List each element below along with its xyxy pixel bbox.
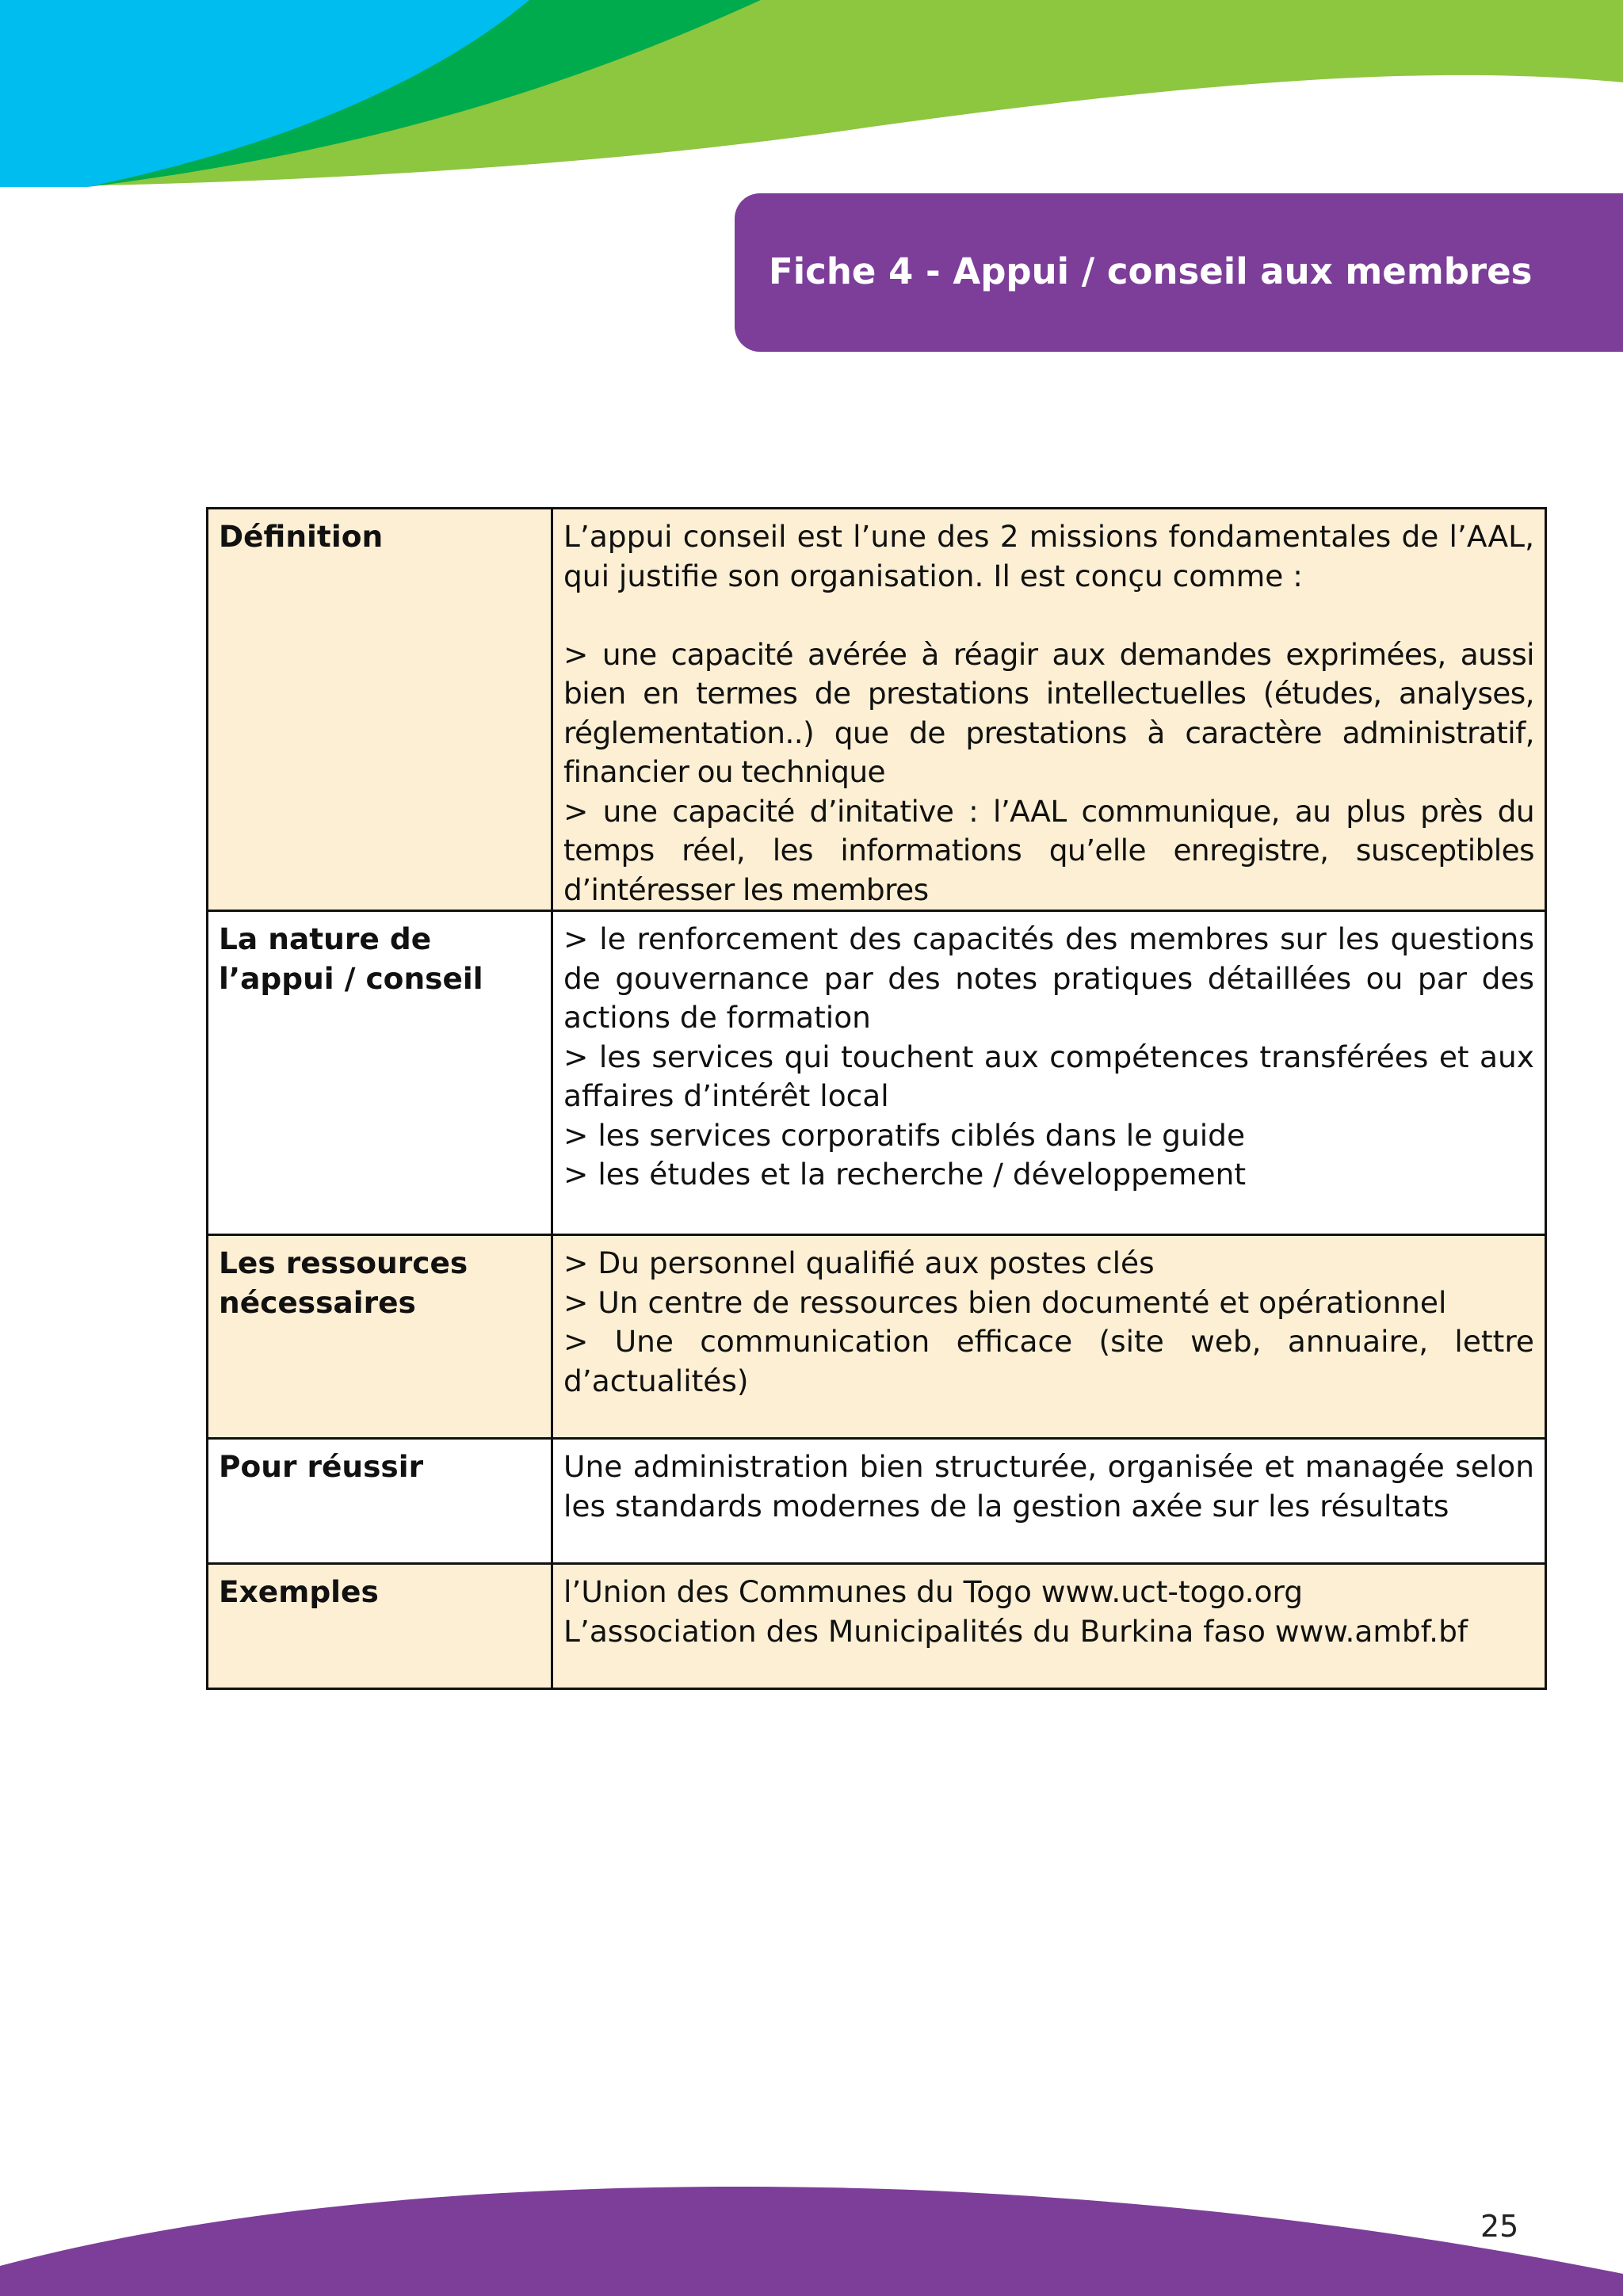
row-label: Définition <box>208 509 552 911</box>
table-row-definition <box>208 509 1546 911</box>
table-row-exemples <box>208 1564 1546 1689</box>
paragraph-spacer <box>563 596 1534 635</box>
row-content <box>552 1235 1546 1439</box>
content-paragraph: Une administration bien structurée, organisée et managée selon les standards modernes de la gestion axée sur les résultats <box>563 1449 1534 1524</box>
content-paragraph: > le renforcement des capacités des membres sur les questions de gouvernance par des notes pratiques détaillées ou par des actions de formation <box>563 921 1534 1035</box>
row-content <box>552 911 1546 1235</box>
content-paragraph: L’appui conseil est l’une des 2 missions fondamentales de l’AAL, qui justifie son organisation. Il est conçu comme : <box>563 519 1534 593</box>
content-paragraph: > les études et la recherche / développement <box>563 1157 1247 1192</box>
row-content <box>552 509 1546 911</box>
row-label: Pour réussir <box>208 1439 552 1564</box>
content-paragraph: > Un centre de ressources bien documenté et opérationnel <box>563 1284 1447 1320</box>
table-row-pour-reussir <box>208 1439 1546 1564</box>
table-row-nature <box>208 911 1546 1235</box>
content-paragraph: L’association des Municipalités du Burkina faso www.ambf.bf <box>563 1613 1468 1649</box>
row-label: Les ressources nécessaires <box>208 1235 552 1439</box>
fiche-table <box>206 507 1547 1690</box>
content-paragraph: l’Union des Communes du Togo www.uct-togo.org <box>563 1574 1304 1609</box>
footer-wave-decoration <box>0 2179 1623 2296</box>
page-number: 25 <box>1480 2209 1519 2244</box>
header-wave-decoration <box>0 0 1623 190</box>
content-paragraph: > une capacité d’initative : l’AAL communique, au plus près du temps réel, les informations qu’elle enregistre, susceptibles d’intéresser les membres <box>563 793 1534 907</box>
table-row-ressources <box>208 1235 1546 1439</box>
row-content <box>552 1564 1546 1689</box>
page-title: Fiche 4 - Appui / conseil aux membres <box>769 250 1533 292</box>
row-label: La nature de l’appui / conseil <box>208 911 552 1235</box>
content-paragraph: > les services qui touchent aux compétences transférées et aux affaires d’intérêt local <box>563 1039 1534 1113</box>
content-paragraph: > une capacité avérée à réagir aux demandes exprimées, aussi bien en termes de prestations intellectuelles (études, analyses, réglementation..) que de prestations à caractère administratif, financier ou technique <box>563 636 1534 789</box>
row-label: Exemples <box>208 1564 552 1689</box>
content-paragraph: > Une communication efficace (site web, annuaire, lettre d’actualités) <box>563 1324 1534 1398</box>
content-paragraph: > Du personnel qualifié aux postes clés <box>563 1245 1155 1280</box>
row-content <box>552 1439 1546 1564</box>
content-paragraph: > les services corporatifs ciblés dans le guide <box>563 1117 1246 1153</box>
